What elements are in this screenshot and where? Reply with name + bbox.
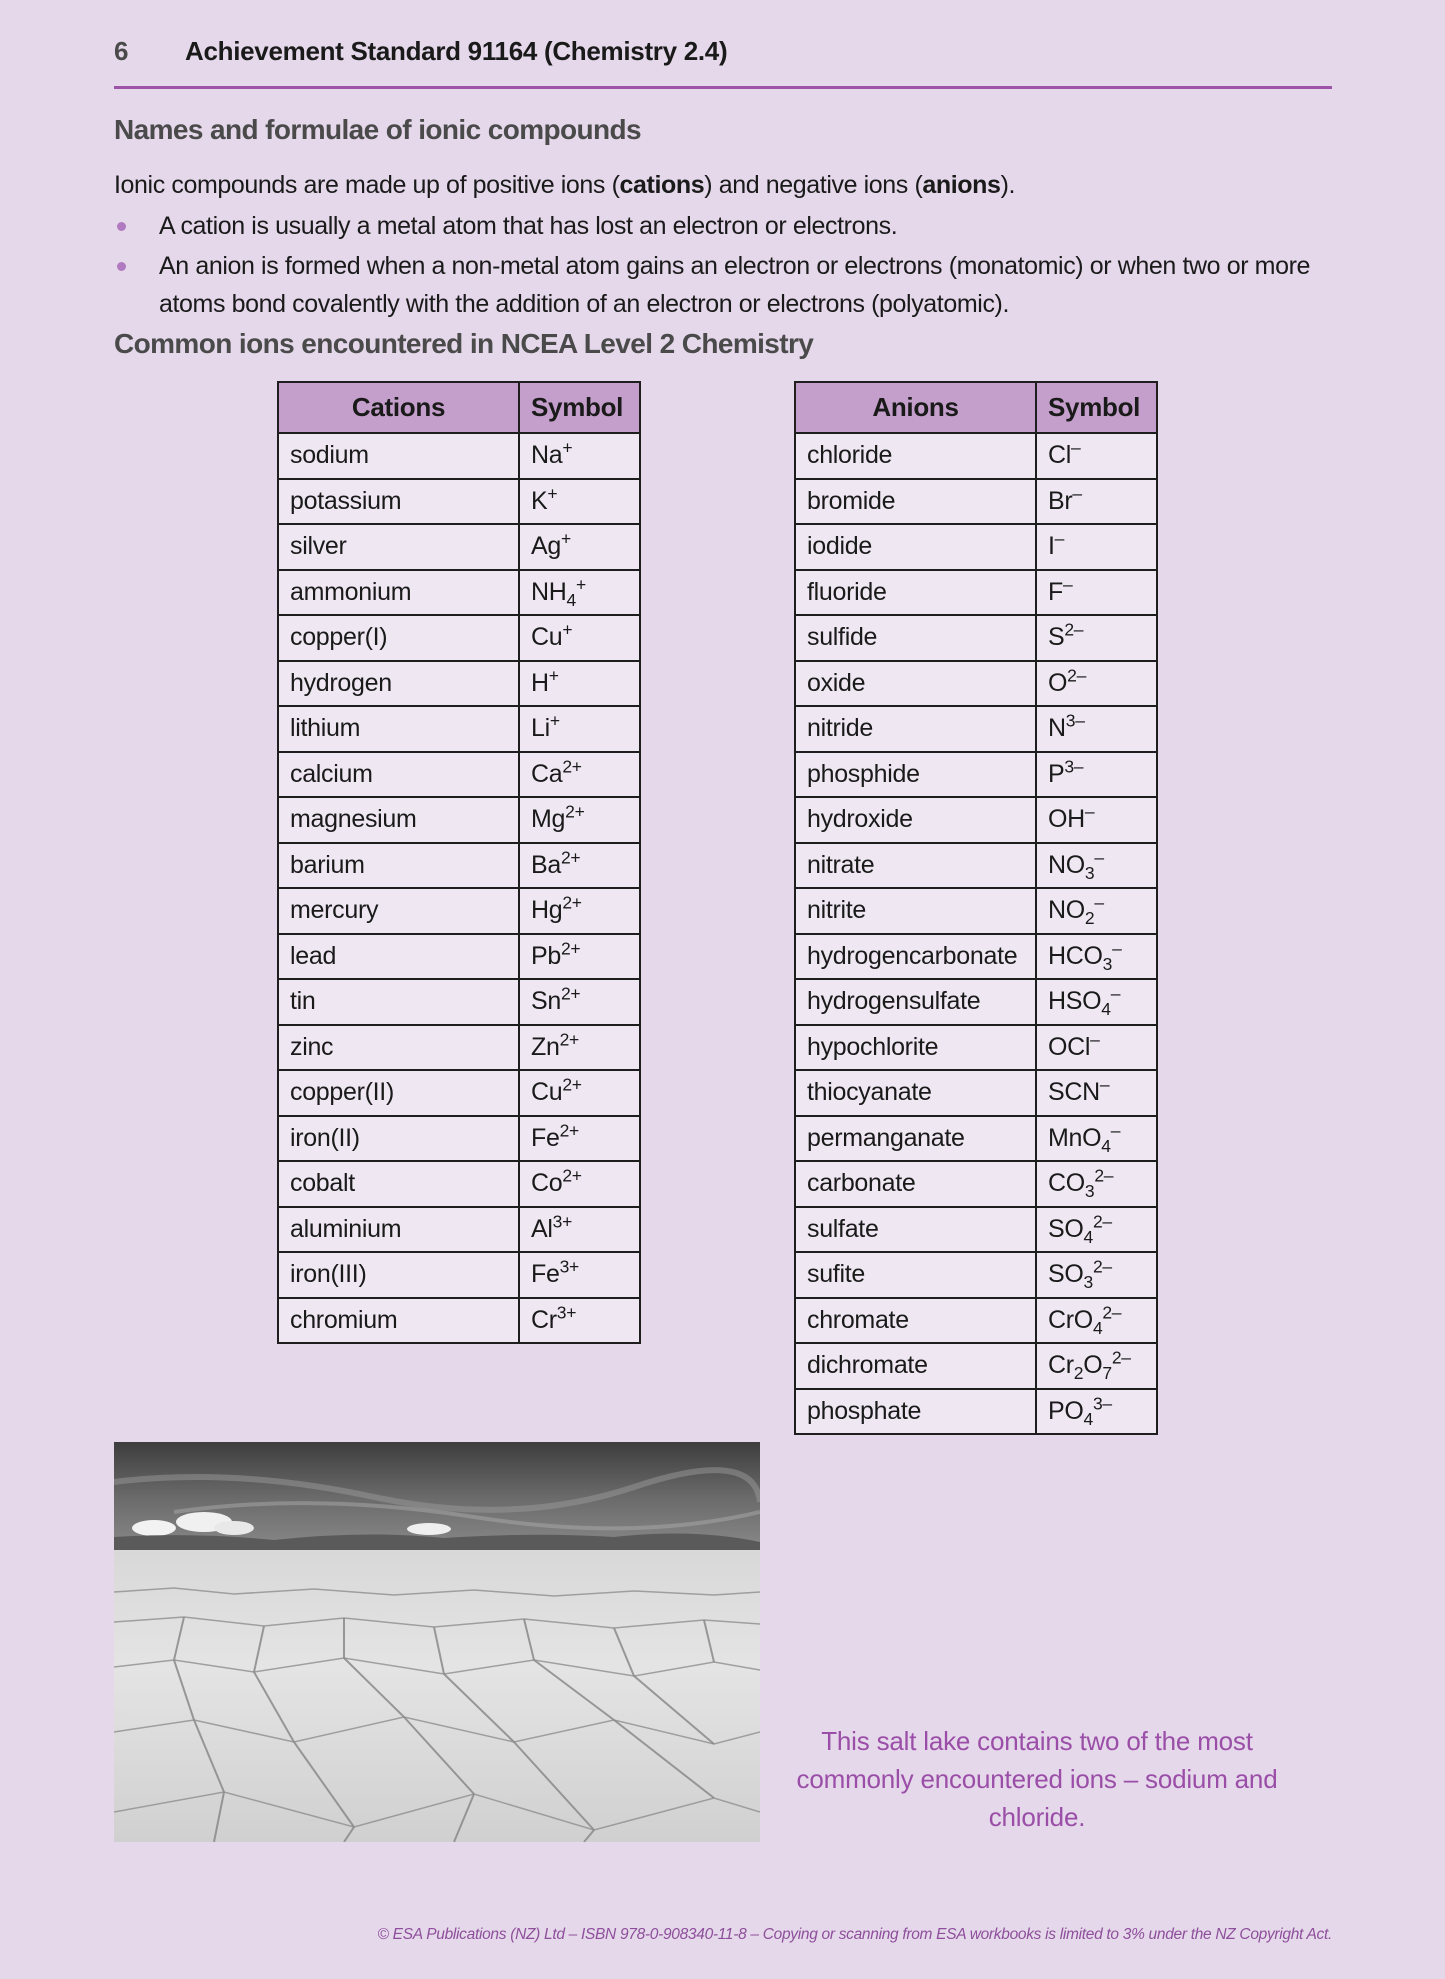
ion-symbol xyxy=(1036,843,1157,889)
symbol-subscript: 4 xyxy=(566,589,576,610)
symbol-base: PO xyxy=(1048,1396,1084,1425)
symbol-charge: 2+ xyxy=(562,892,582,913)
intro-text: Ionic compounds are made up of positive ions ( xyxy=(114,171,620,199)
symbol-base: SCN xyxy=(1048,1078,1100,1107)
cations-table xyxy=(277,381,641,1344)
symbol-base: Ag xyxy=(531,532,561,561)
ion-symbol xyxy=(519,479,640,525)
ion-symbol xyxy=(519,979,640,1025)
symbol-charge: + xyxy=(549,710,560,731)
symbol-base: NO xyxy=(1048,850,1085,879)
symbol-subscript: 4 xyxy=(1101,1135,1111,1156)
ion-symbol xyxy=(519,797,640,843)
symbol-base: Cl xyxy=(1048,441,1072,470)
table-row xyxy=(278,706,640,752)
intro-paragraph xyxy=(114,166,1344,204)
ion-symbol xyxy=(519,524,640,570)
table-row xyxy=(278,1116,640,1162)
table-row xyxy=(278,1161,640,1207)
ion-name: silver xyxy=(278,524,519,570)
symbol-base: Al xyxy=(531,1214,553,1243)
ion-symbol xyxy=(1036,433,1157,479)
anions-table-body xyxy=(795,433,1157,1434)
symbol-base: HCO xyxy=(1048,941,1103,970)
ion-symbol xyxy=(1036,1116,1157,1162)
table-row xyxy=(278,934,640,980)
table-row xyxy=(278,979,640,1025)
ion-symbol xyxy=(519,1207,640,1253)
column-header-anions: Anions xyxy=(795,382,1036,433)
symbol-base: Cu xyxy=(531,623,563,652)
ion-name: chloride xyxy=(795,433,1036,479)
symbol-base: I xyxy=(1048,532,1055,561)
symbol-base: O xyxy=(1048,668,1068,697)
symbol-charge: 2– xyxy=(1092,1211,1112,1232)
bullet-text: A cation is usually a metal atom that has lost an electron or electrons. xyxy=(159,212,898,240)
symbol-charge: 2+ xyxy=(559,1120,579,1141)
ion-name: iodide xyxy=(795,524,1036,570)
table-row xyxy=(795,706,1157,752)
cations-table-body xyxy=(278,433,640,1343)
table-row xyxy=(278,888,640,934)
symbol-base: N xyxy=(1048,714,1066,743)
symbol-base: Na xyxy=(531,441,563,470)
ion-symbol xyxy=(519,888,640,934)
table-row xyxy=(795,1116,1157,1162)
ion-symbol xyxy=(519,615,640,661)
ion-name: zinc xyxy=(278,1025,519,1071)
symbol-charge: 3+ xyxy=(552,1211,572,1232)
ion-name: oxide xyxy=(795,661,1036,707)
symbol-charge: 2– xyxy=(1111,1347,1131,1368)
symbol-base: Ca xyxy=(531,759,563,788)
symbol-base: Li xyxy=(531,714,550,743)
table-row xyxy=(795,1298,1157,1344)
bullet-text: An anion is formed when a non-metal atom gains an electron or electrons (monatomic) or when two or more atoms bond covalently with the addition of an electron or electrons (polyatomic). xyxy=(159,252,1311,318)
table-row xyxy=(795,1343,1157,1389)
ion-symbol xyxy=(1036,1298,1157,1344)
symbol-base: Ba xyxy=(531,850,561,879)
ion-name: tin xyxy=(278,979,519,1025)
ion-symbol xyxy=(519,433,640,479)
anions-table xyxy=(794,381,1158,1435)
symbol-base: CrO xyxy=(1048,1305,1093,1334)
bullet-item xyxy=(114,247,1344,323)
symbol-subscript: 7 xyxy=(1102,1363,1112,1384)
symbol-charge: 3+ xyxy=(556,1302,577,1323)
ion-name: iron(II) xyxy=(278,1116,519,1162)
ion-symbol xyxy=(519,934,640,980)
symbol-base: Pb xyxy=(531,941,561,970)
symbol-charge: – xyxy=(1112,938,1122,959)
table-row xyxy=(795,797,1157,843)
page-number: 6 xyxy=(114,36,129,66)
ion-symbol xyxy=(519,706,640,752)
symbol-base: SO xyxy=(1048,1214,1084,1243)
symbol-subscript: 3 xyxy=(1084,862,1095,883)
table-row xyxy=(278,1207,640,1253)
symbol-charge: – xyxy=(1072,483,1082,504)
symbol-charge: + xyxy=(562,619,573,640)
table-row xyxy=(795,479,1157,525)
table-row xyxy=(278,1298,640,1344)
table-row xyxy=(278,1252,640,1298)
ion-symbol xyxy=(1036,1161,1157,1207)
ion-name: aluminium xyxy=(278,1207,519,1253)
table-row xyxy=(278,479,640,525)
ion-symbol xyxy=(519,1116,640,1162)
ion-symbol xyxy=(1036,1070,1157,1116)
symbol-charge: – xyxy=(1094,847,1104,868)
salt-lake-image xyxy=(114,1442,760,1842)
table-row xyxy=(278,1025,640,1071)
symbol-subscript: 3 xyxy=(1083,1272,1093,1293)
ion-symbol xyxy=(1036,934,1157,980)
symbol-charge: – xyxy=(1071,437,1081,458)
table-row xyxy=(795,934,1157,980)
ion-name: fluoride xyxy=(795,570,1036,616)
symbol-charge: 2+ xyxy=(562,1165,582,1186)
ion-symbol xyxy=(1036,1252,1157,1298)
symbol-base: SO xyxy=(1048,1260,1084,1289)
symbol-charge: + xyxy=(562,437,573,458)
ion-name: lithium xyxy=(278,706,519,752)
table-row xyxy=(795,661,1157,707)
symbol-subscript: 4 xyxy=(1083,1226,1093,1247)
symbol-subscript: 2 xyxy=(1073,1363,1084,1384)
column-header-cations: Cations xyxy=(278,382,519,433)
ion-name: lead xyxy=(278,934,519,980)
ion-name: ammonium xyxy=(278,570,519,616)
symbol-base: K xyxy=(531,486,548,515)
symbol-base: Cr xyxy=(531,1305,557,1334)
table-row xyxy=(278,615,640,661)
symbol-charge: 2– xyxy=(1102,1302,1122,1323)
ion-symbol xyxy=(1036,524,1157,570)
intro-text: ). xyxy=(1000,171,1016,199)
symbol-charge: 2+ xyxy=(562,1074,582,1095)
ion-symbol xyxy=(519,1161,640,1207)
symbol-base: S xyxy=(1048,623,1065,652)
symbol-charge: 2– xyxy=(1064,619,1084,640)
section-heading: Names and formulae of ionic compounds xyxy=(114,114,641,145)
page-header xyxy=(114,34,1332,89)
symbol-charge: 2– xyxy=(1092,1256,1112,1277)
ion-symbol xyxy=(519,1298,640,1344)
table-row xyxy=(278,570,640,616)
symbol-base: Sn xyxy=(531,987,561,1016)
ion-name: bromide xyxy=(795,479,1036,525)
symbol-charge: – xyxy=(1090,1029,1100,1050)
symbol-subscript: 4 xyxy=(1092,1317,1103,1338)
symbol-subscript: 4 xyxy=(1083,1408,1093,1429)
symbol-base: Cr xyxy=(1048,1351,1074,1380)
ion-symbol xyxy=(1036,797,1157,843)
ion-name: barium xyxy=(278,843,519,889)
symbol-base: Fe xyxy=(531,1123,560,1152)
ion-symbol xyxy=(1036,979,1157,1025)
bullet-icon xyxy=(117,222,126,231)
symbol-base: Fe xyxy=(531,1260,560,1289)
symbol-subscript: 2 xyxy=(1084,908,1095,929)
salt-lake-photo xyxy=(114,1442,760,1842)
table-section-heading: Common ions encountered in NCEA Level 2 Chemistry xyxy=(114,328,814,359)
ion-name: mercury xyxy=(278,888,519,934)
table-row xyxy=(795,1070,1157,1116)
ion-name: sufite xyxy=(795,1252,1036,1298)
symbol-base: OH xyxy=(1048,805,1085,834)
symbol-charge: – xyxy=(1110,1120,1121,1141)
table-header-row xyxy=(795,382,1157,433)
symbol-charge: 2+ xyxy=(562,756,582,777)
ion-symbol xyxy=(1036,752,1157,798)
symbol-base: NO xyxy=(1048,896,1085,925)
symbol-charge: 2– xyxy=(1067,665,1087,686)
symbol-charge: 2+ xyxy=(560,938,581,959)
symbol-base: NH xyxy=(531,577,567,606)
symbol-charge: – xyxy=(1094,892,1104,913)
ion-name: hydrogen xyxy=(278,661,519,707)
table-row xyxy=(795,1252,1157,1298)
table-row xyxy=(795,570,1157,616)
ion-name: hydrogencarbonate xyxy=(795,934,1036,980)
symbol-charge: – xyxy=(1054,528,1065,549)
symbol-charge: + xyxy=(547,483,558,504)
ion-name: thiocyanate xyxy=(795,1070,1036,1116)
ion-name: sulfate xyxy=(795,1207,1036,1253)
intro-text: ) and negative ions ( xyxy=(704,171,923,199)
table-row xyxy=(278,1070,640,1116)
ion-name: chromate xyxy=(795,1298,1036,1344)
ion-symbol xyxy=(1036,706,1157,752)
ion-name: calcium xyxy=(278,752,519,798)
symbol-charge: 3– xyxy=(1092,1393,1112,1414)
symbol-charge: + xyxy=(548,665,559,686)
symbol-charge: – xyxy=(1084,801,1095,822)
symbol-base: Co xyxy=(531,1169,563,1198)
symbol-charge: 2+ xyxy=(565,801,585,822)
ion-name: phosphate xyxy=(795,1389,1036,1435)
ion-name: nitrite xyxy=(795,888,1036,934)
ion-name: cobalt xyxy=(278,1161,519,1207)
ion-symbol xyxy=(519,1252,640,1298)
table-row xyxy=(278,661,640,707)
photo-caption: This salt lake contains two of the most commonly encountered ions – sodium and chloride. xyxy=(796,1726,1278,1832)
ion-symbol xyxy=(1036,615,1157,661)
symbol-subscript: 4 xyxy=(1101,999,1111,1020)
ion-symbol xyxy=(1036,888,1157,934)
table-row xyxy=(795,1161,1157,1207)
symbol-charge: – xyxy=(1099,1074,1110,1095)
ion-name: hypochlorite xyxy=(795,1025,1036,1071)
table-header-row xyxy=(278,382,640,433)
symbol-charge: 3– xyxy=(1065,710,1085,731)
symbol-base: OCl xyxy=(1048,1032,1091,1061)
table-row xyxy=(795,524,1157,570)
symbol-charge: 3– xyxy=(1064,756,1084,777)
ion-name: potassium xyxy=(278,479,519,525)
symbol-charge: 2– xyxy=(1094,1165,1114,1186)
ion-name: hydrogensulfate xyxy=(795,979,1036,1025)
ion-symbol xyxy=(519,1070,640,1116)
ion-symbol xyxy=(519,752,640,798)
symbol-subscript: 3 xyxy=(1084,1181,1095,1202)
ion-symbol xyxy=(1036,1389,1157,1435)
symbol-charge: 3+ xyxy=(559,1256,579,1277)
ion-symbol xyxy=(1036,1343,1157,1389)
copyright-footer: © ESA Publications (NZ) Ltd – ISBN 978-0-908340-11-8 – Copying or scanning from ESA workbooks is limited to 3% under the NZ Copyright Act. xyxy=(377,1926,1332,1943)
ion-symbol xyxy=(1036,661,1157,707)
symbol-charge: – xyxy=(1062,574,1073,595)
ion-name: hydroxide xyxy=(795,797,1036,843)
table-row xyxy=(795,1207,1157,1253)
ion-name: copper(II) xyxy=(278,1070,519,1116)
ion-name: carbonate xyxy=(795,1161,1036,1207)
term-anions: anions xyxy=(922,171,1001,199)
table-row xyxy=(278,752,640,798)
symbol-base: MnO xyxy=(1048,1123,1102,1152)
symbol-charge: 2+ xyxy=(560,983,581,1004)
symbol-base: Zn xyxy=(531,1032,560,1061)
ion-name: copper(I) xyxy=(278,615,519,661)
table-row xyxy=(795,979,1157,1025)
ion-symbol xyxy=(1036,1207,1157,1253)
ion-symbol xyxy=(1036,479,1157,525)
term-cations: cations xyxy=(619,171,705,199)
ion-name: nitrate xyxy=(795,843,1036,889)
table-row xyxy=(278,843,640,889)
running-title: Achievement Standard 91164 (Chemistry 2.4) xyxy=(185,36,728,66)
ion-name: sodium xyxy=(278,433,519,479)
ion-name: phosphide xyxy=(795,752,1036,798)
ion-name: magnesium xyxy=(278,797,519,843)
ion-name: dichromate xyxy=(795,1343,1036,1389)
symbol-charge: + xyxy=(575,574,586,595)
ion-symbol xyxy=(1036,570,1157,616)
ion-name: chromium xyxy=(278,1298,519,1344)
symbol-charge: – xyxy=(1110,983,1121,1004)
table-row xyxy=(795,752,1157,798)
ion-symbol xyxy=(519,661,640,707)
bullet-item xyxy=(114,207,1344,245)
ion-symbol xyxy=(519,1025,640,1071)
table-row xyxy=(795,1389,1157,1435)
table-row xyxy=(278,524,640,570)
symbol-base: Br xyxy=(1048,486,1073,515)
bullet-icon xyxy=(117,262,126,271)
symbol-base: F xyxy=(1048,577,1063,606)
ion-name: permanganate xyxy=(795,1116,1036,1162)
table-row xyxy=(278,433,640,479)
table-row xyxy=(795,1025,1157,1071)
bullet-list xyxy=(114,207,1344,325)
symbol-base: H xyxy=(531,668,549,697)
column-header-symbol: Symbol xyxy=(1036,382,1157,433)
ion-symbol xyxy=(519,843,640,889)
ion-name: nitride xyxy=(795,706,1036,752)
ion-symbol xyxy=(519,570,640,616)
symbol-charge: 2+ xyxy=(560,847,581,868)
symbol-base: O xyxy=(1083,1351,1103,1380)
symbol-base: P xyxy=(1048,759,1065,788)
symbol-base: HSO xyxy=(1048,987,1102,1016)
symbol-base: Hg xyxy=(531,896,563,925)
table-row xyxy=(795,615,1157,661)
symbol-charge: + xyxy=(560,528,571,549)
table-row xyxy=(278,797,640,843)
ion-name: iron(III) xyxy=(278,1252,519,1298)
table-row xyxy=(795,433,1157,479)
symbol-base: Cu xyxy=(531,1078,563,1107)
table-row xyxy=(795,888,1157,934)
symbol-base: Mg xyxy=(531,805,566,834)
ion-name: sulfide xyxy=(795,615,1036,661)
ion-symbol xyxy=(1036,1025,1157,1071)
symbol-base: CO xyxy=(1048,1169,1085,1198)
symbol-subscript: 3 xyxy=(1102,953,1113,974)
symbol-charge: 2+ xyxy=(559,1029,579,1050)
table-row xyxy=(795,843,1157,889)
column-header-symbol: Symbol xyxy=(519,382,640,433)
